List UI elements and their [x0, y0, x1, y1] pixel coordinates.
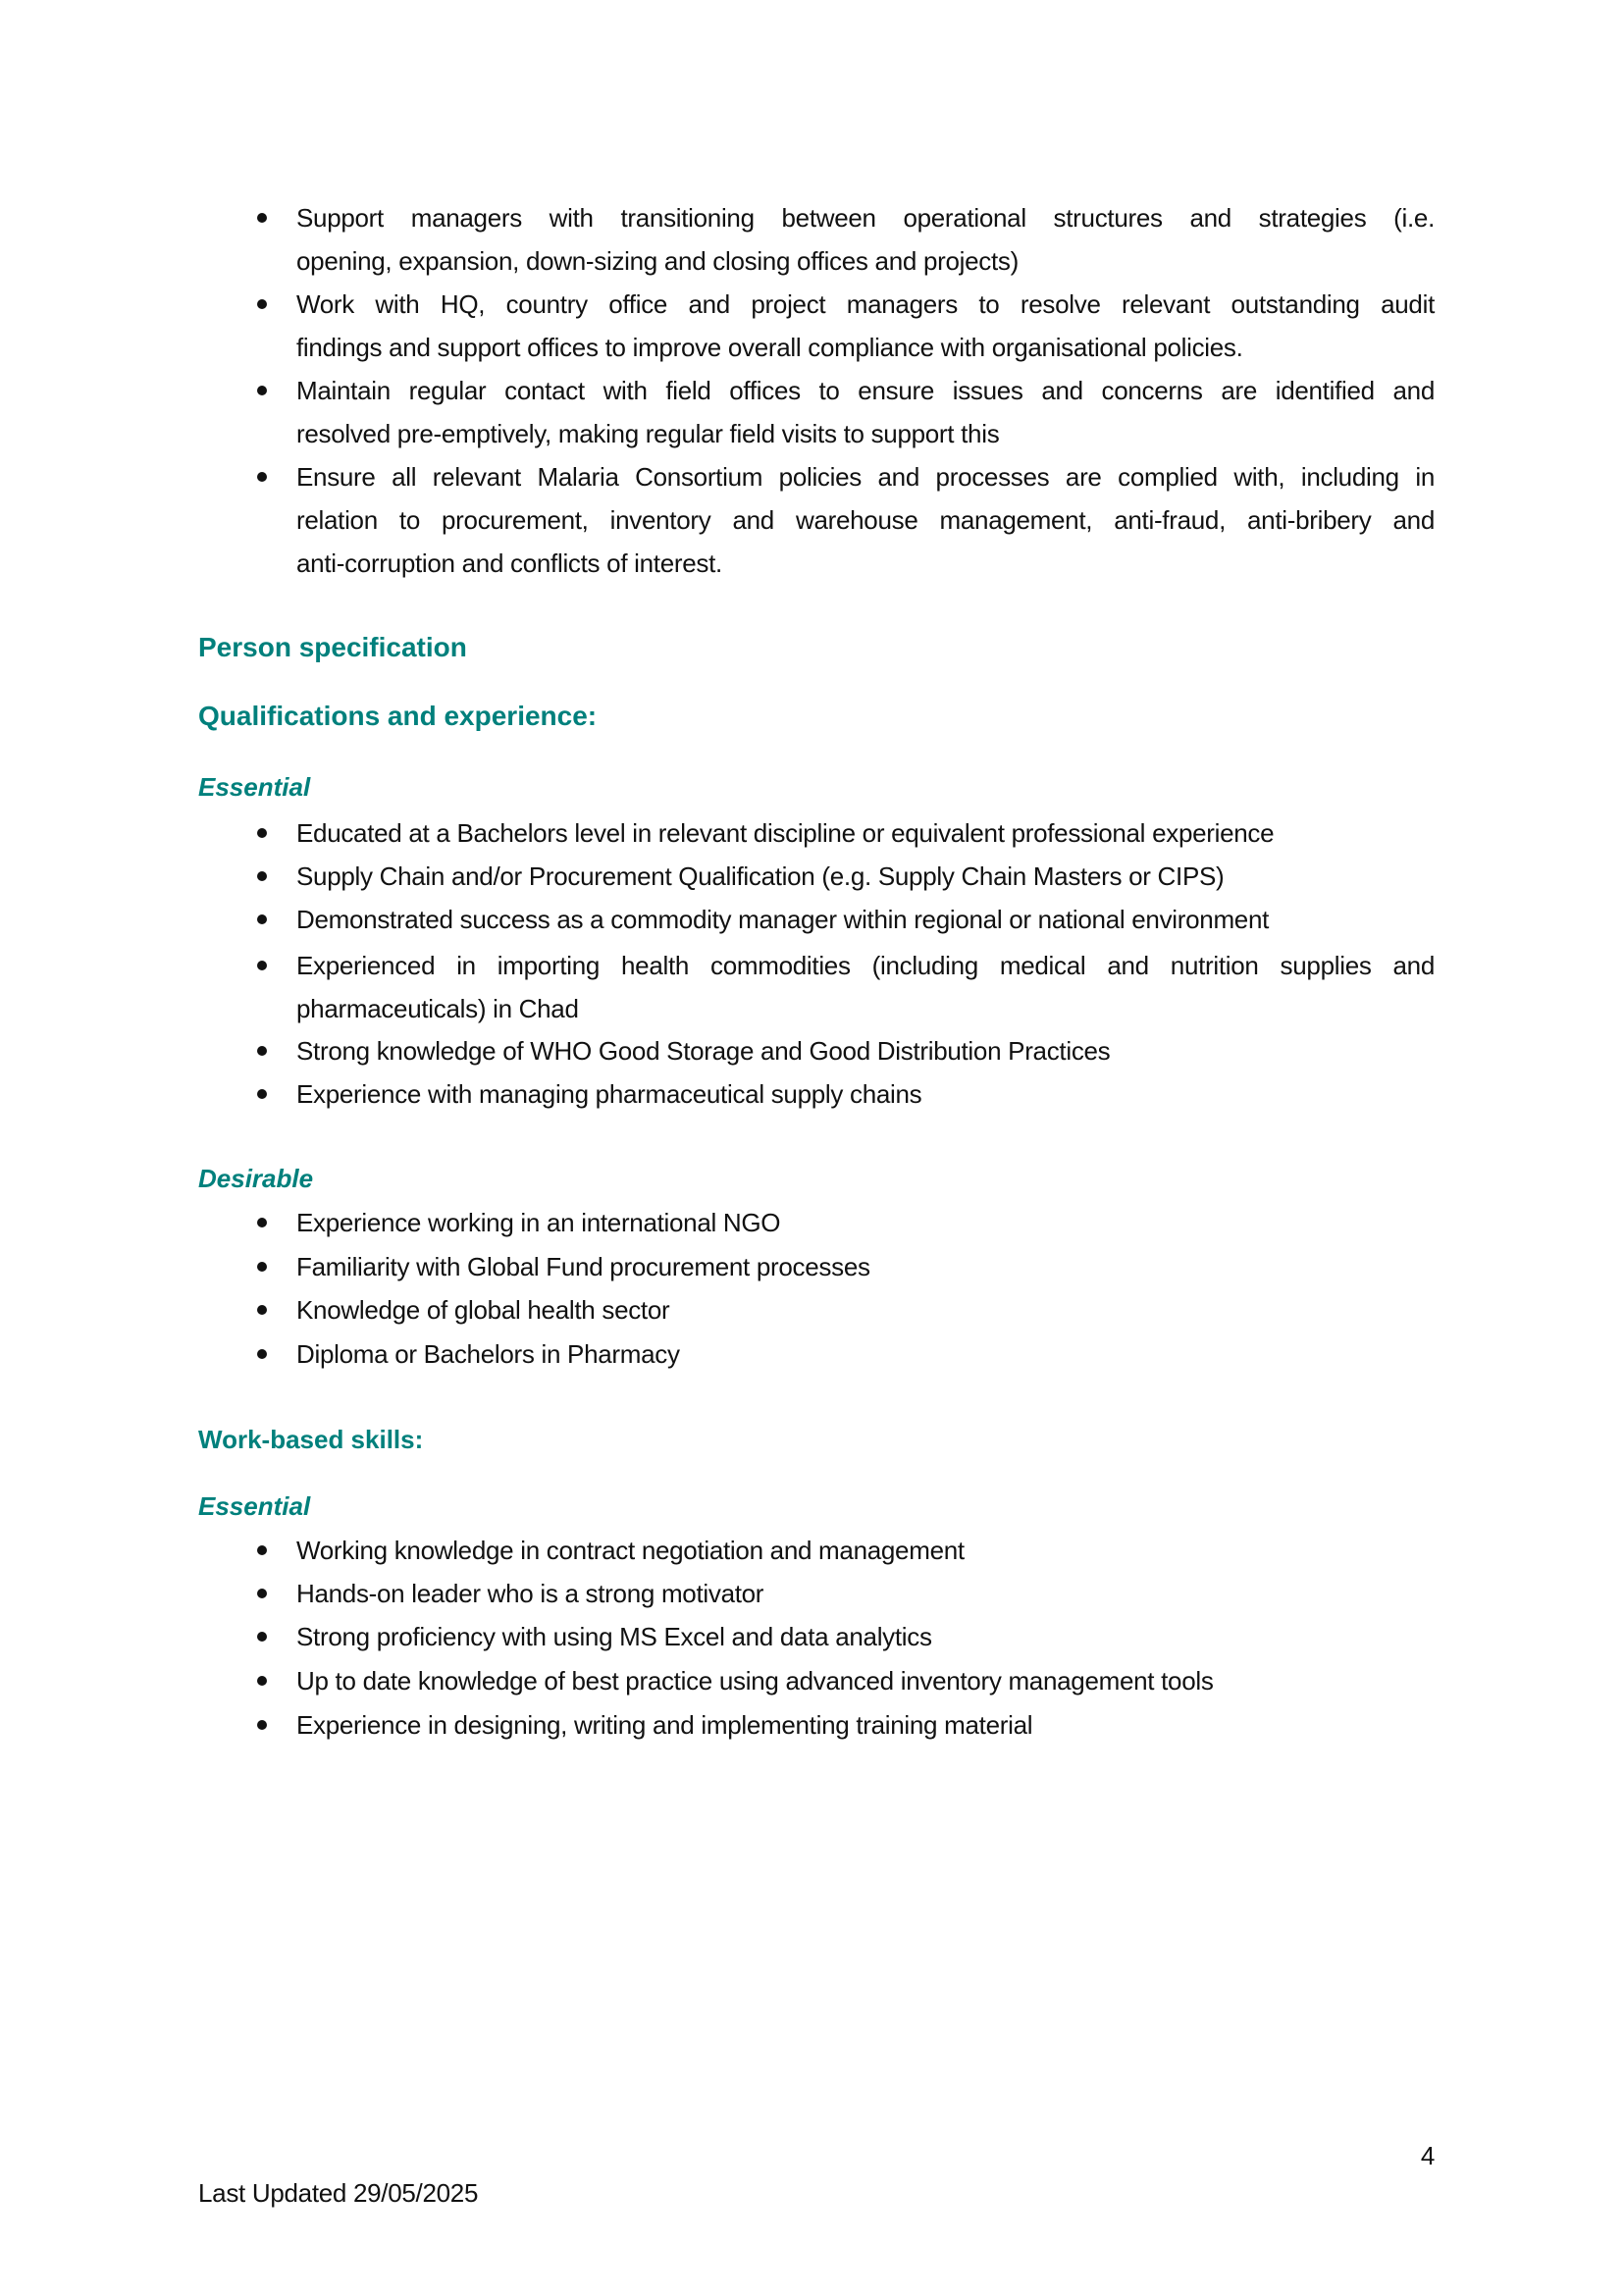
list-item-line: Familiarity with Global Fund procurement processes — [296, 1252, 870, 1281]
list-item-line: Demonstrated success as a commodity manager within regional or national environment — [296, 905, 1270, 934]
bullet-icon — [257, 914, 267, 924]
list-item-line: pharmaceuticals) in Chad — [296, 994, 579, 1023]
list-item-line: Support managers with transitioning between operational structures and strategies (i.e. — [296, 203, 1435, 233]
list-item-line: Work with HQ, country office and project managers to resolve relevant outstanding audit — [296, 289, 1435, 319]
list-item-line: Experienced in importing health commodities (including medical and nutrition supplies and — [296, 951, 1435, 980]
bullet-icon — [257, 1218, 267, 1227]
page-number: 4 — [1420, 2141, 1435, 2170]
bullet-icon — [257, 1089, 267, 1099]
bullet-icon — [257, 828, 267, 838]
list-item-line: opening, expansion, down-sizing and closing offices and projects) — [296, 246, 1019, 276]
bullet-icon — [257, 1305, 267, 1315]
subheading-essential: Essential — [198, 772, 311, 802]
bullet-icon — [257, 1349, 267, 1359]
section-heading-person-specification: Person specification — [198, 632, 467, 662]
list-item-line: anti-corruption and conflicts of interest. — [296, 548, 722, 578]
bullet-icon — [257, 472, 267, 482]
list-item-line: Experience in designing, writing and implementing training material — [296, 1710, 1033, 1740]
section-heading-qualifications: Qualifications and experience: — [198, 701, 598, 731]
bullet-icon — [257, 961, 267, 970]
bullet-icon — [257, 1262, 267, 1272]
subheading-desirable: Desirable — [198, 1164, 314, 1193]
list-item-line: Experience working in an international NGO — [296, 1208, 781, 1237]
list-item-line: Strong knowledge of WHO Good Storage and Good Distribution Practices — [296, 1036, 1111, 1066]
list-item-line: Hands-on leader who is a strong motivator — [296, 1579, 764, 1608]
list-item-line: Strong proficiency with using MS Excel and data analytics — [296, 1622, 932, 1651]
bullet-icon — [257, 1545, 267, 1555]
list-item-line: Diploma or Bachelors in Pharmacy — [296, 1339, 680, 1369]
list-item-line: Working knowledge in contract negotiation and management — [296, 1536, 965, 1565]
list-item-line: Up to date knowledge of best practice using advanced inventory management tools — [296, 1666, 1214, 1696]
list-item-line: Knowledge of global health sector — [296, 1295, 670, 1325]
list-item-line: resolved pre-emptively, making regular field visits to support this — [296, 419, 1000, 448]
bullet-icon — [257, 1720, 267, 1730]
list-item-line: Supply Chain and/or Procurement Qualification (e.g. Supply Chain Masters or CIPS) — [296, 861, 1225, 891]
section-heading-work-based-skills: Work-based skills: — [198, 1425, 424, 1454]
bullet-icon — [257, 1676, 267, 1686]
bullet-icon — [257, 213, 267, 223]
list-item-line: Experience with managing pharmaceutical supply chains — [296, 1079, 922, 1109]
bullet-icon — [257, 1632, 267, 1642]
bullet-icon — [257, 871, 267, 881]
list-item-line: Educated at a Bachelors level in relevant discipline or equivalent professional experience — [296, 818, 1275, 848]
footer-last-updated: Last Updated 29/05/2025 — [198, 2178, 479, 2208]
bullet-icon — [257, 1046, 267, 1056]
list-item-line: relation to procurement, inventory and warehouse management, anti-fraud, anti-bribery and — [296, 505, 1435, 535]
bullet-icon — [257, 1589, 267, 1598]
list-item-line: Ensure all relevant Malaria Consortium policies and processes are complied with, including in — [296, 462, 1435, 492]
list-item-line: Maintain regular contact with field offices to ensure issues and concerns are identified and — [296, 376, 1435, 405]
bullet-icon — [257, 386, 267, 395]
list-item-line: findings and support offices to improve overall compliance with organisational policies. — [296, 333, 1243, 362]
bullet-icon — [257, 299, 267, 309]
subheading-essential: Essential — [198, 1491, 311, 1521]
